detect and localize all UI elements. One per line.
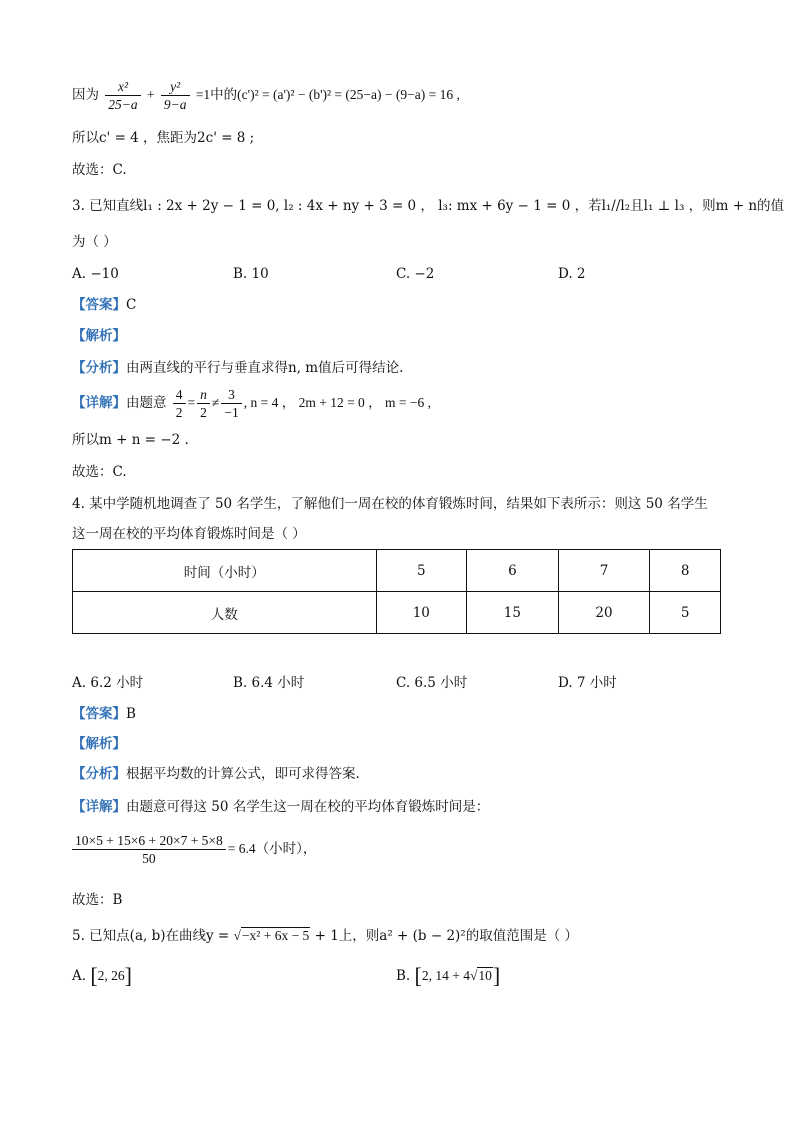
q3-detail: 【详解】由题意 $\frac{4}{2}$ = $\frac{n}{2}$ ≠ $\frac{3}{-1}$ , n = 4 ， 2m + 12 = 0 ， m = −6 , bbox=[72, 387, 432, 420]
detail-prefix: 由题意 bbox=[126, 395, 167, 411]
table-row bbox=[73, 550, 721, 592]
q4-formula bbox=[70, 832, 316, 867]
table-cell: 6 bbox=[467, 550, 559, 592]
detail-text: 由题意可得这 50 名学生这一周在校的平均体育锻炼时间是： bbox=[126, 799, 490, 815]
q4-final: 故选：B bbox=[72, 892, 123, 908]
q3-option-a: A. −10 bbox=[72, 266, 119, 282]
fenxi-text: 由两直线的平行与垂直求得n, m值后可得结论. bbox=[126, 360, 404, 376]
q2-prefix: 因为 bbox=[72, 87, 99, 103]
q5-stem-rest: + 1上，则a² + (b − 2)²的取值范围是（ ） bbox=[310, 928, 579, 944]
q5-stem bbox=[72, 926, 578, 946]
table-cell: 15 bbox=[467, 592, 559, 634]
detail-label: 【详解】 bbox=[72, 395, 126, 411]
table-cell: 5 bbox=[650, 592, 721, 634]
q3-answer bbox=[72, 295, 136, 315]
q2-fraction-1: $\frac{\text{x²}}{25-a}$ bbox=[105, 78, 140, 113]
table-cell: 10 bbox=[376, 592, 467, 634]
q2-equation: =1中的(c')² = (a')² − (b')² = (25−a) − (9−a) = 16 , bbox=[195, 87, 460, 102]
q4-analysis-label: 【解析】 bbox=[72, 736, 126, 752]
formula-result: = 6.4（小时）， bbox=[227, 841, 317, 856]
q4-detail bbox=[72, 797, 489, 817]
q4-option-b: B. 6.4 小时 bbox=[233, 675, 305, 691]
q4-option-c: C. 6.5 小时 bbox=[396, 675, 468, 691]
q3-stem-line1: 3. 已知直线l₁ : 2x + 2y − 1 = 0, l₂ : 4x + ny + 3 = 0 ， l₃: mx + 6y − 1 = 0 ，若l₁//l₂且l₁ ⊥ l₃ ，则m + n的值 bbox=[72, 198, 785, 214]
q5-stem-prefix: 5. 已知点(a, b)在曲线y = bbox=[72, 928, 234, 944]
q4-option-d: D. 7 小时 bbox=[558, 675, 617, 691]
q2-line2: 所以c' = 4 ，焦距为2c' = 8 ; bbox=[72, 130, 255, 146]
table-cell: 时间（小时） bbox=[73, 550, 377, 592]
average-fraction: $\frac{10\times 5 + 15\times 6 + 20\times 7 + 5\times 8}{50}$ bbox=[72, 832, 226, 867]
detail-label: 【详解】 bbox=[72, 799, 126, 815]
table-cell: 人数 bbox=[73, 592, 377, 634]
q3-conclusion: 所以m + n = −2 . bbox=[72, 432, 189, 448]
q3-analysis-label: 【解析】 bbox=[72, 328, 126, 344]
q5-option-a: A. [2, 26] bbox=[72, 963, 132, 988]
table-cell: 20 bbox=[558, 592, 650, 634]
q5-sqrt-content: −x² + 6x − 5 bbox=[241, 928, 310, 943]
q3-final: 故选：C. bbox=[72, 464, 127, 480]
fenxi-label: 【分析】 bbox=[72, 360, 126, 376]
q4-stem-line1: 4. 某中学随机地调查了 50 名学生，了解他们一周在校的体育锻炼时间，结果如下表所示：则这 50 名学生 bbox=[72, 496, 708, 512]
detail-rest: , n = 4 ， 2m + 12 = 0 ， m = −6 , bbox=[243, 395, 432, 410]
sqrt-sign: √ bbox=[233, 928, 241, 943]
detail-fraction-2: $\frac{n}{2}$ bbox=[197, 386, 210, 421]
fenxi-label: 【分析】 bbox=[72, 766, 126, 782]
q2-line1: 因为 $\frac{\text{x²}}{25-a}$ + $\frac{\text{y²}}{9-a}$ =1中的(c')² = (a')² − (b')² = (25−a) − (9−a) = 16 , bbox=[72, 79, 460, 112]
answer-label: 【答案】 bbox=[72, 297, 126, 313]
table-row bbox=[73, 592, 721, 634]
q2-fraction-2: $\frac{\text{y²}}{9-a}$ bbox=[161, 78, 190, 113]
q4-option-a: A. 6.2 小时 bbox=[72, 675, 144, 691]
q5-option-b-value: 2, 14 + 4 bbox=[421, 968, 470, 983]
q5-option-a-value: 2, 26 bbox=[97, 968, 125, 983]
q4-stem-line2: 这一周在校的平均体育锻炼时间是（ ） bbox=[72, 526, 306, 542]
q3-stem-line2: 为（ ） bbox=[72, 234, 117, 250]
q3-option-c: C. −2 bbox=[396, 266, 435, 282]
q5-option-b-sqrt: 10 bbox=[478, 968, 492, 983]
q3-fenxi bbox=[72, 358, 403, 378]
q5-option-b: B. [2, 14 + 4√10] bbox=[396, 963, 501, 988]
table-cell: 8 bbox=[650, 550, 721, 592]
q4-fenxi bbox=[72, 764, 360, 784]
answer-value: B bbox=[126, 706, 136, 722]
detail-fraction-3: $\frac{3}{-1}$ bbox=[221, 386, 241, 421]
q2-line3: 故选：C. bbox=[72, 162, 127, 178]
answer-label: 【答案】 bbox=[72, 706, 126, 722]
exercise-time-table bbox=[72, 549, 721, 634]
sqrt-sign: √ bbox=[469, 968, 478, 983]
q3-option-d: D. 2 bbox=[558, 266, 586, 282]
detail-fraction-1: $\frac{4}{2}$ bbox=[173, 386, 186, 421]
q4-answer bbox=[72, 704, 136, 724]
table-cell: 5 bbox=[376, 550, 467, 592]
fenxi-text: 根据平均数的计算公式，即可求得答案. bbox=[126, 766, 360, 782]
answer-value: C bbox=[126, 297, 137, 313]
table-cell: 7 bbox=[558, 550, 650, 592]
q3-option-b: B. 10 bbox=[233, 266, 269, 282]
